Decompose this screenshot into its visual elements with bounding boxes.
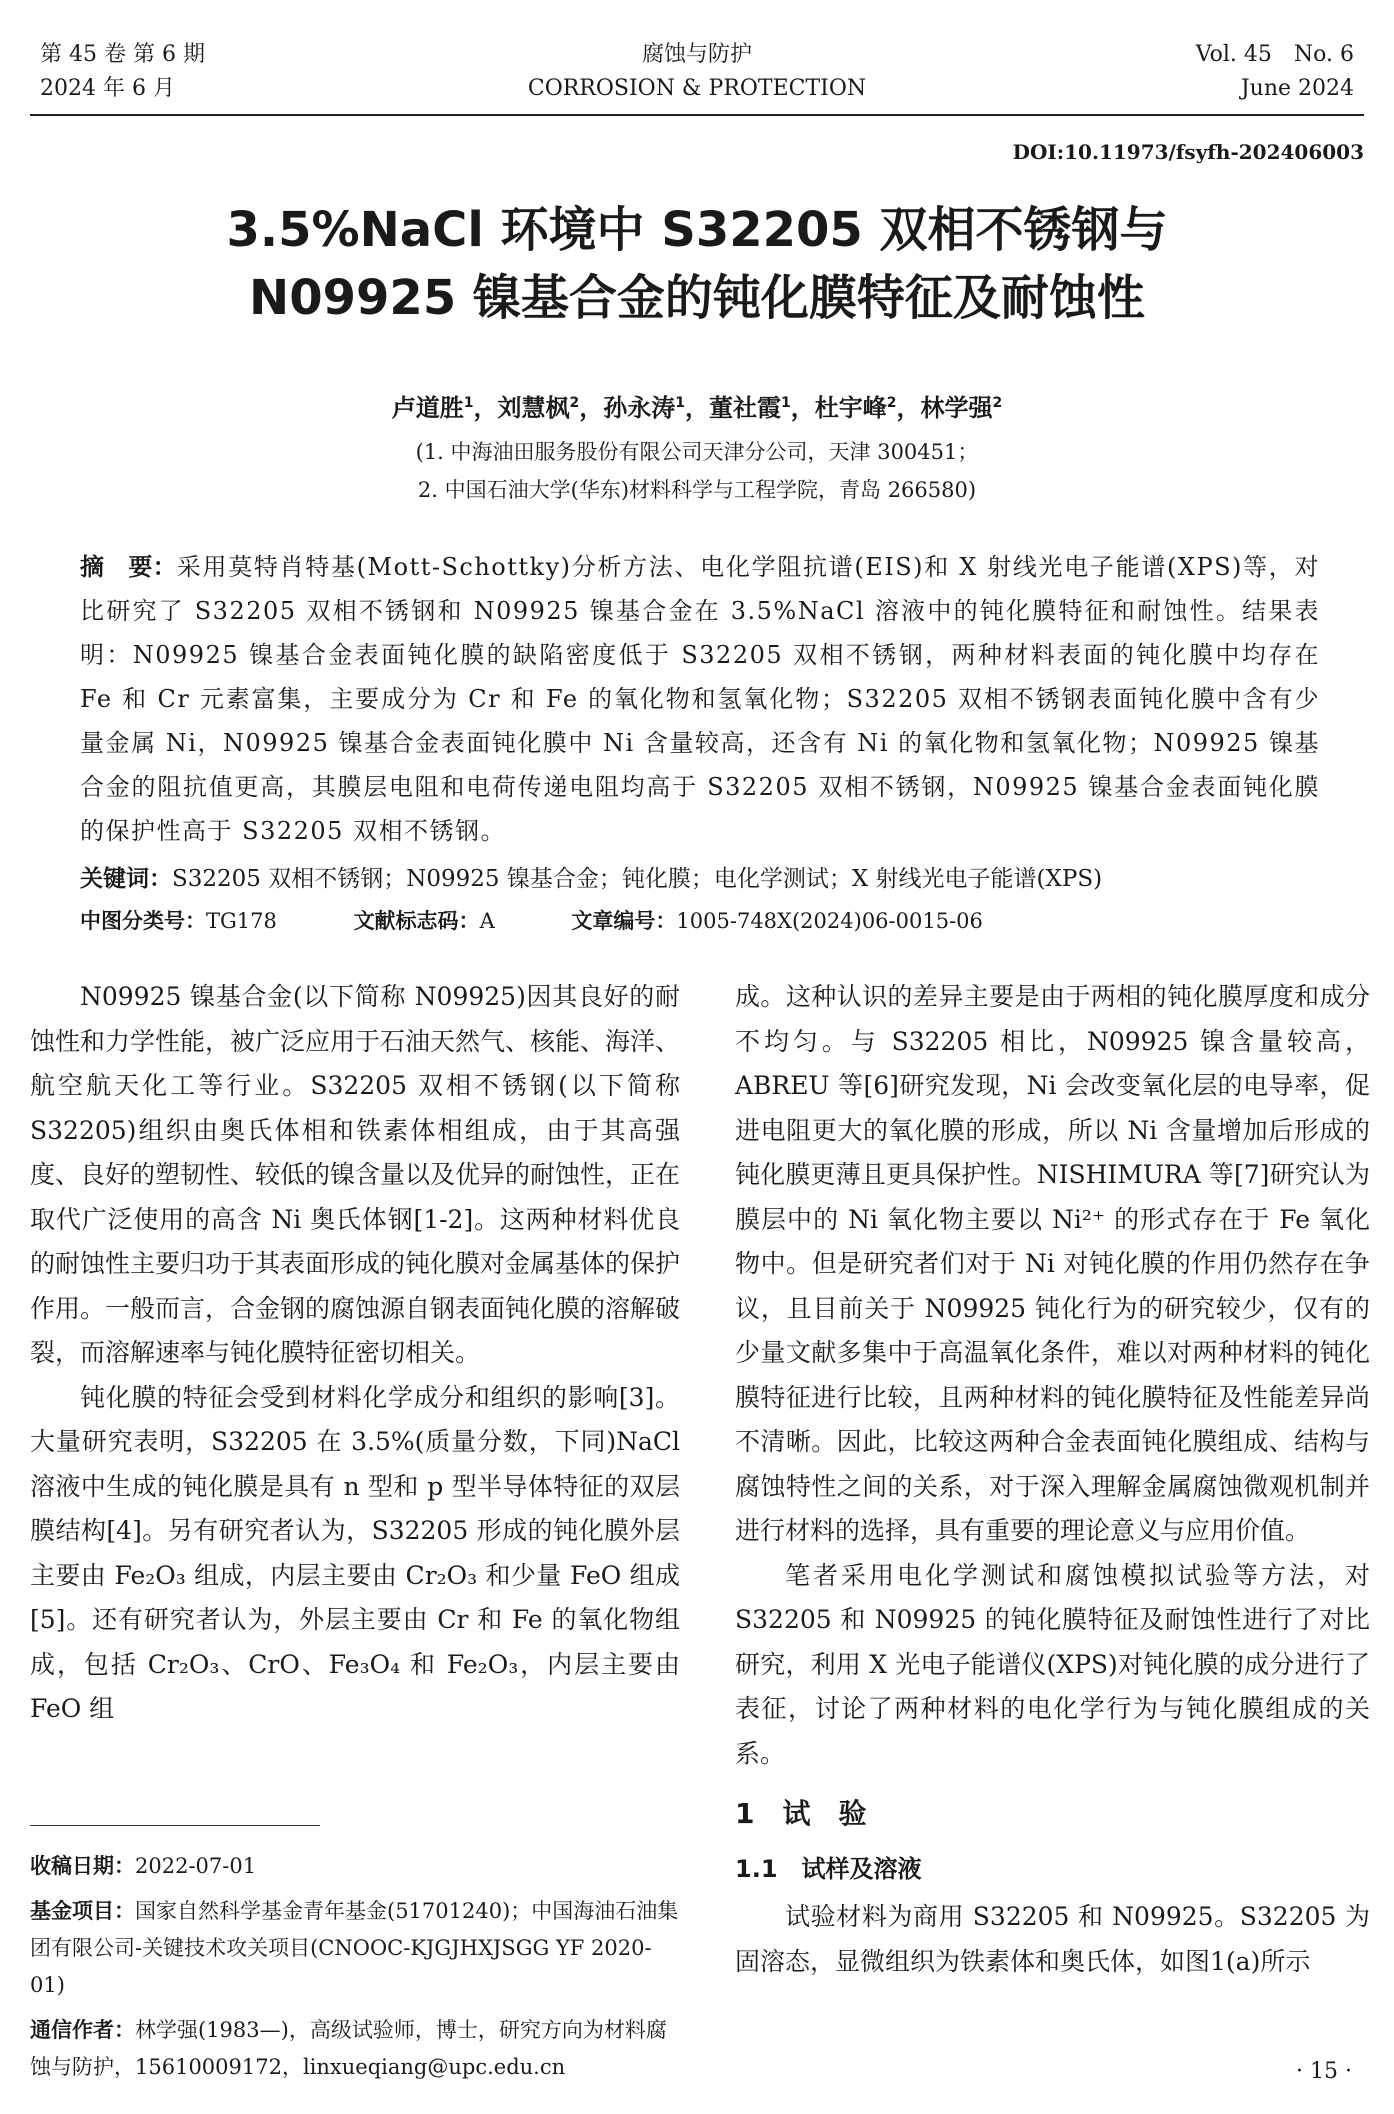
volume-issue-english: Vol. 45 No. 6 June 2024 bbox=[1195, 42, 1354, 101]
abstract-text: 采用莫特肖特基(Mott-Schottky)分析方法、电化学阻抗谱(EIS)和 X 射线光电子能谱(XPS)等，对比研究了 S32205 双相不锈钢和 N09925 镍基合金在 3.5%NaCl 溶液中的钝化膜特征和耐蚀性。结果表明：N09925 镍基合金表面钝化膜的缺陷密度低于 S32205 双相不锈钢，两种材料表面的钝化膜中均存在 Fe 和 Cr 元素富集，主要成分为 Cr 和 Fe 的氧化物和氢氧化物；S32205 双相不锈钢表面钝化膜中含有少量金属 Ni，N09925 镍基合金表面钝化膜中 Ni 含量较高，还含有 Ni 的氧化物和氢氧化物；N09925 镍基合金的阻抗值更高，其膜层电阻和电荷传递电阻均高于 S32205 双相不锈钢，N09925 镍基合金表面钝化膜的保护性高于 S32205 双相不锈钢。 bbox=[80, 553, 1321, 845]
volume-issue: 第 45 卷 第 6 期 2024 年 6 月 bbox=[40, 42, 205, 101]
journal-name: 腐蚀与防护 CORROSION & PROTECTION bbox=[527, 42, 867, 101]
footnote-divider bbox=[30, 1825, 320, 1826]
section-heading: 1 试 验 bbox=[735, 1797, 867, 1830]
author: 孙永涛$^1$ bbox=[603, 394, 685, 422]
article-title: 3.5%NaCl 环境中 S32205 双相不锈钢与 N09925 镍基合金的钝化膜特征及耐蚀性 bbox=[226, 202, 1168, 326]
body-paragraph: 成。这种认识的差异主要是由于两相的钝化膜厚度和成分不均匀。与 S32205 相比，N09925 镍含量较高，ABREU 等[6]研究发现，Ni 会改变氧化层的电导率，促进电阻更大的氧化膜的形成，所以 Ni 含量增加后形成的钝化膜更薄且更具保护性。NISHIMURA 等[7]研究认为膜层中的 Ni 氧化物主要以 Ni²⁺ 的形式存在于 Fe 氧化物中。但是研究者们对于 Ni 对钝化膜的作用仍然存在争议，且目前关于 N09925 钝化行为的研究较少，仅有的少量文献多集中于高温氧化条件，难以对两种材料的钝化膜特征进行比较，且两种材料的钝化膜特征及性能差异尚不清晰。因此，比较这两种合金表面钝化膜组成、结构与腐蚀特性之间的关系，对于深入理解金属腐蚀微观机制并进行材料的选择，具有重要的理论意义与应用价值。 bbox=[735, 982, 1370, 1545]
clc-label: 中图分类号： bbox=[80, 909, 206, 933]
author-list: 卢道胜$^1$，刘慧枫$^2$，孙永涛$^1$，董社霞$^1$，杜宇峰$^2$，林学强$^2$ bbox=[391, 394, 1003, 422]
clc-value: TG178 bbox=[206, 909, 277, 933]
affiliation-1: (1. 中海油田服务股份有限公司天津分公司，天津 300451； bbox=[415, 440, 979, 464]
page-number: · 15 · bbox=[1296, 2059, 1352, 2084]
right-column bbox=[735, 975, 1370, 1984]
affiliation-2: 2. 中国石油大学(华东)材料科学与工程学院，青岛 266580) bbox=[417, 478, 977, 502]
author: 卢道胜$^1$ bbox=[391, 394, 474, 422]
fund-project: 基金项目：国家自然科学基金青年基金(51701240)；中国海油石油集团有限公司-关键技术攻关项目(CNOOC-KJGJHXJSGG YF 2020-01) bbox=[30, 1899, 679, 1997]
doi: DOI:10.11973/fsyfh-202406003 bbox=[1012, 140, 1364, 164]
received-date: 收稿日期：2022-07-01 bbox=[30, 1854, 257, 1878]
header-divider bbox=[30, 114, 1364, 116]
author: 刘慧枫$^2$ bbox=[497, 394, 580, 422]
body-paragraph: 笔者采用电化学测试和腐蚀模拟试验等方法，对 S32205 和 N09925 的钝化膜特征及耐蚀性进行了对比研究，利用 X 光电子能谱仪(XPS)对钝化膜的成分进行了表征，讨论了两种材料的电化学行为与钝化膜组成的关系。 bbox=[735, 1560, 1370, 1768]
doc-code-value: A bbox=[479, 909, 495, 933]
article-number-value: 1005-748X(2024)06-0015-06 bbox=[676, 909, 983, 933]
doc-code-label: 文献标志码： bbox=[353, 909, 480, 933]
abstract bbox=[80, 545, 1320, 853]
author: 董社霞$^1$ bbox=[709, 394, 791, 422]
keywords-label: 关键词： bbox=[80, 866, 172, 892]
author: 林学强$^2$ bbox=[920, 394, 1003, 422]
footnotes bbox=[30, 1848, 680, 2094]
body-paragraph: 钝化膜的特征会受到材料化学成分和组织的影响[3]。大量研究表明，S32205 在 3.5%(质量分数，下同)NaCl 溶液中生成的钝化膜是具有 n 型和 p 型半导体特征的双层膜结构[4]。另有研究者认为，S32205 形成的钝化膜外层主要由 Fe₂O₃ 组成，内层主要由 Cr₂O₃ 和少量 FeO 组成[5]。还有研究者认为，外层主要由 Cr 和 Fe 的氧化物组成，包括 Cr₂O₃、CrO、Fe₃O₄ 和 Fe₂O₃，内层主要由 FeO 组 bbox=[30, 1382, 680, 1723]
corresponding-author: 通信作者：林学强(1983—)，高级试验师，博士，研究方向为材料腐蚀与防护，15610009172，linxueqiang@upc.edu.cn bbox=[30, 2018, 667, 2079]
abstract-label: 摘 要： bbox=[80, 553, 177, 581]
classification-line bbox=[80, 905, 1320, 935]
keywords-text: S32205 双相不锈钢；N09925 镍基合金；钝化膜；电化学测试；X 射线光电子能谱(XPS) bbox=[172, 866, 1103, 892]
subsection-heading: 1.1 试样及溶液 bbox=[735, 1854, 922, 1883]
article-number-label: 文章编号： bbox=[571, 909, 677, 933]
body-paragraph: 试验材料为商用 S32205 和 N09925。S32205 为固溶态，显微组织为铁素体和奥氏体，如图1(a)所示 bbox=[735, 1902, 1370, 1976]
left-column bbox=[30, 975, 680, 1732]
author: 杜宇峰$^2$ bbox=[814, 394, 897, 422]
body-paragraph: N09925 镍基合金(以下简称 N09925)因其良好的耐蚀性和力学性能，被广泛应用于石油天然气、核能、海洋、航空航天化工等行业。S32205 双相不锈钢(以下简称 S32205)组织由奥氏体相和铁素体相组成，由于其高强度、良好的塑韧性、较低的镍含量以及优异的耐蚀性，正在取代广泛使用的高含 Ni 奥氏体钢[1-2]。这两种材料优良的耐蚀性主要归功于其表面形成的钝化膜对金属基体的保护作用。一般而言，合金钢的腐蚀源自钢表面钝化膜的溶解破裂，而溶解速率与钝化膜特征密切相关。 bbox=[30, 982, 681, 1367]
keywords bbox=[80, 860, 1320, 893]
